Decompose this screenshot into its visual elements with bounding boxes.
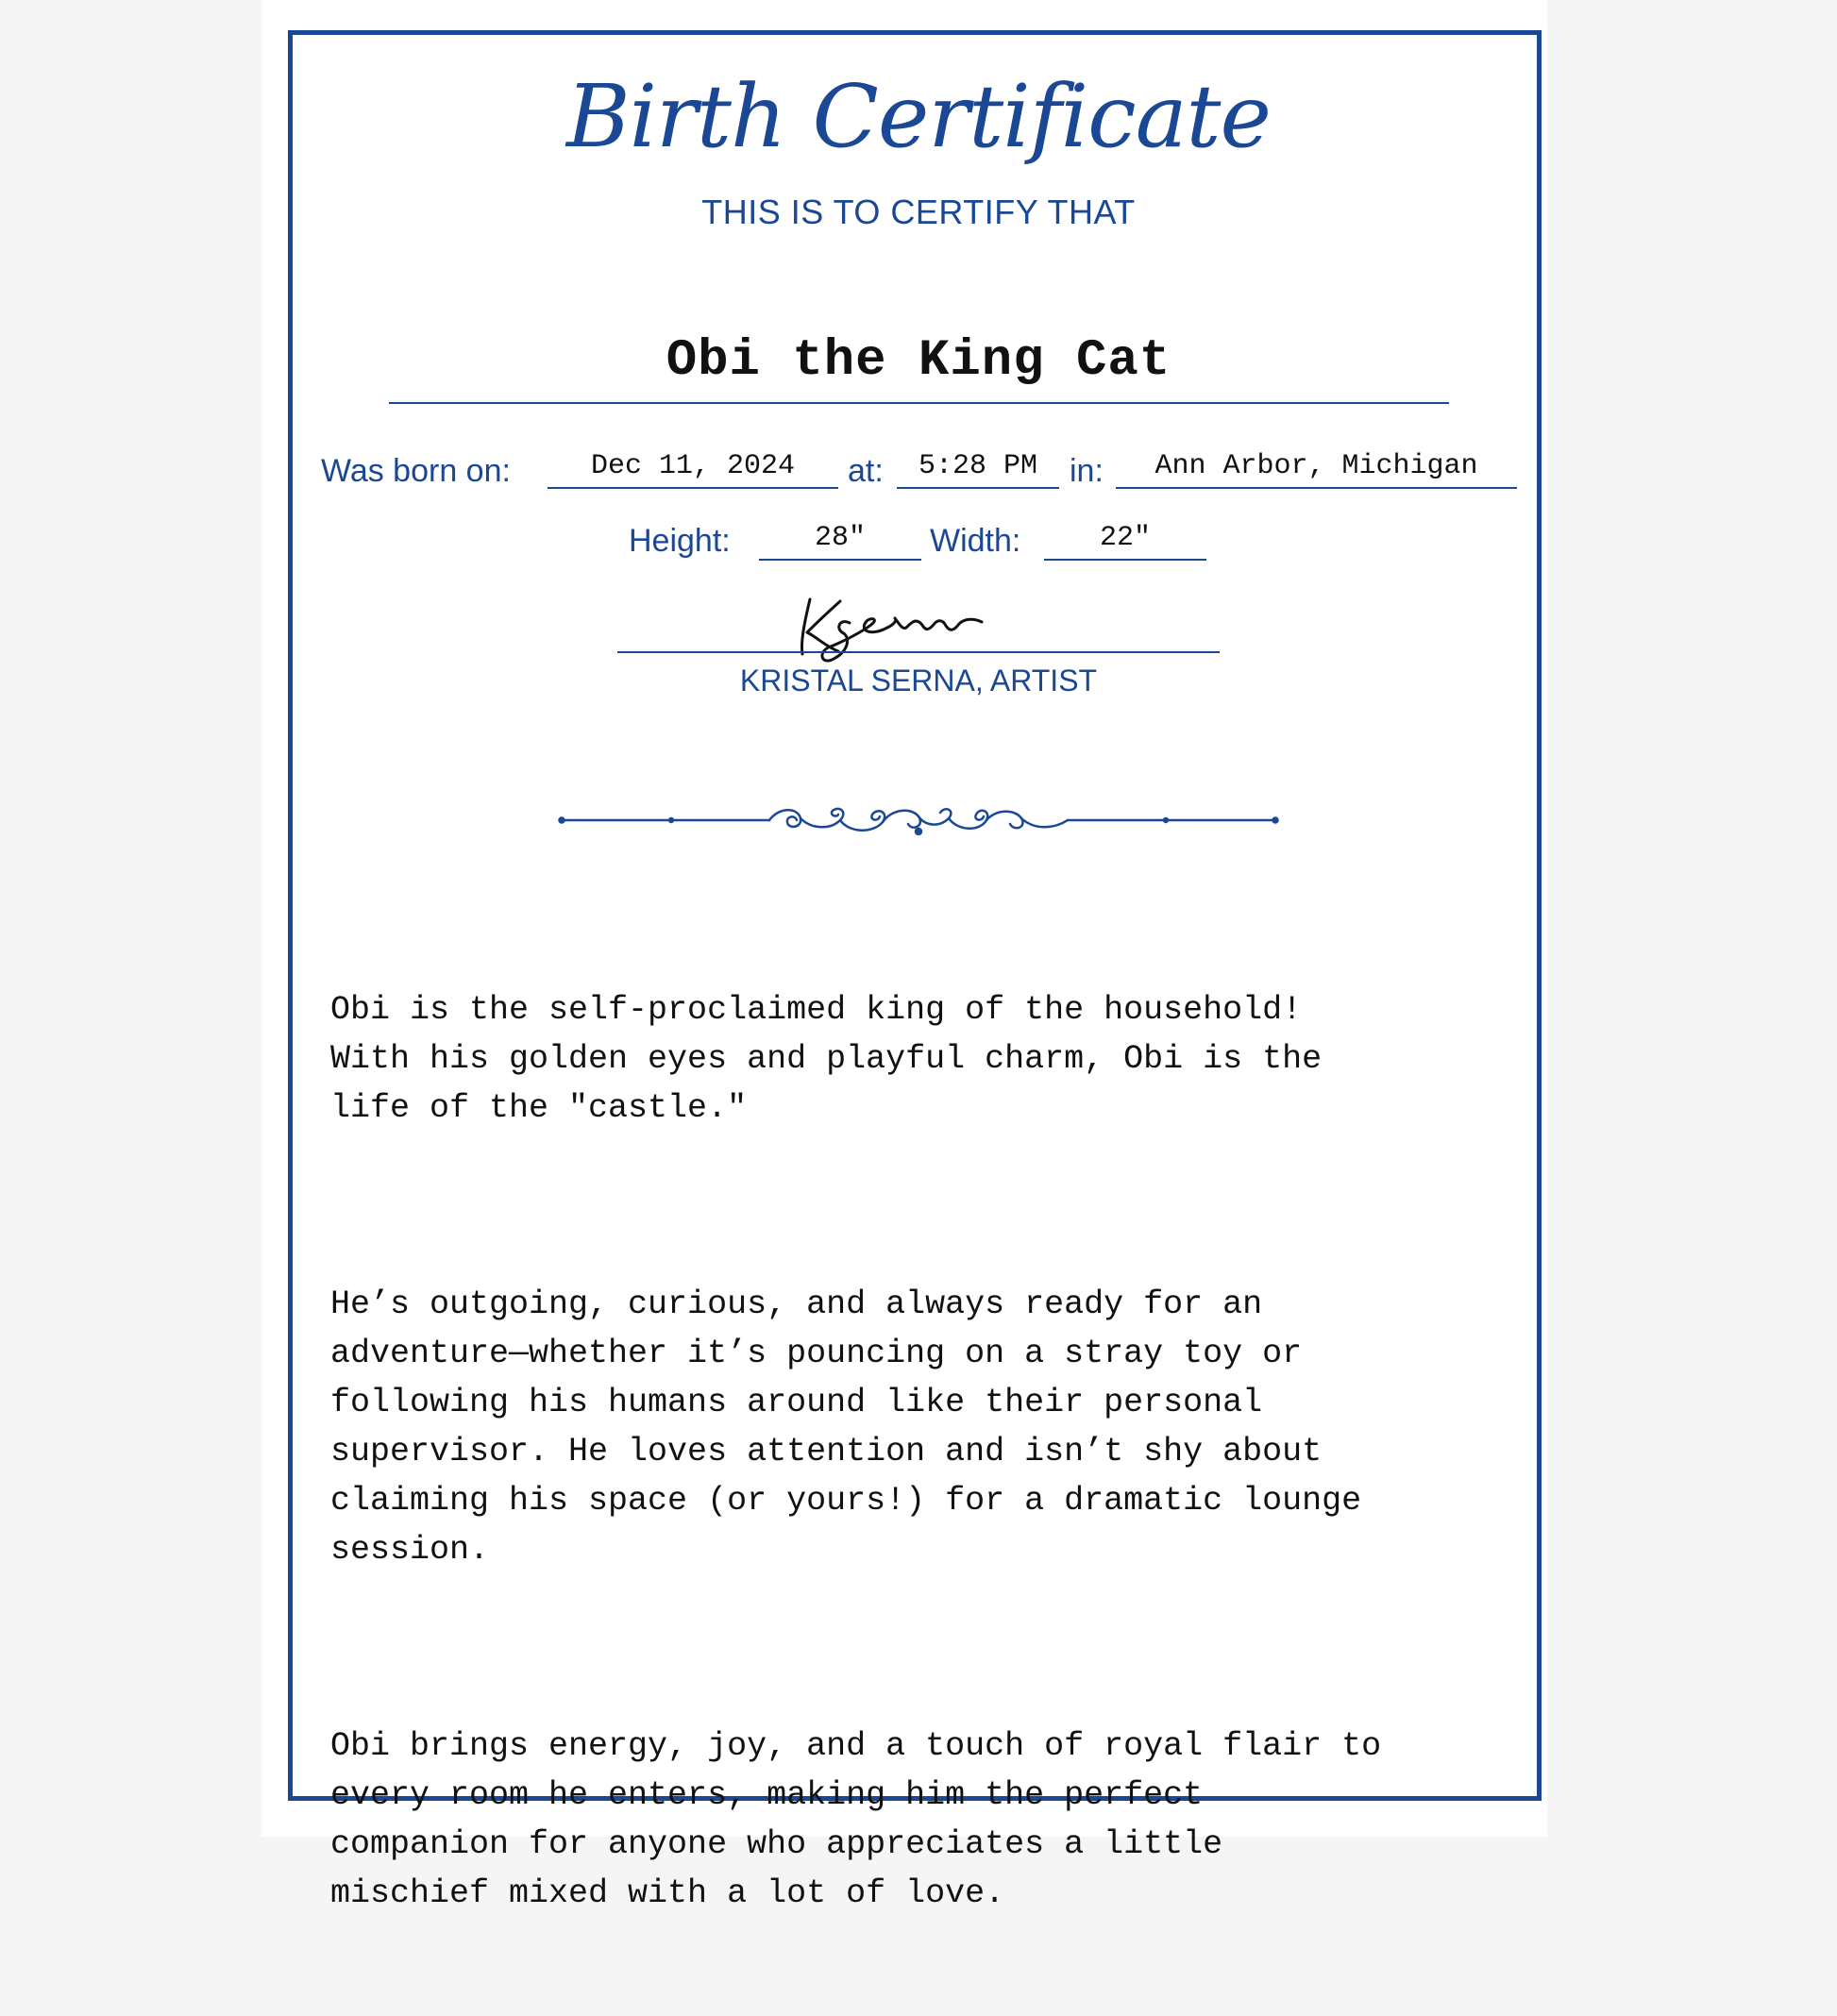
certificate-title: Birth Certificate — [566, 66, 1271, 167]
certificate-subtitle: THIS IS TO CERTIFY THAT — [701, 193, 1136, 231]
artist-signature — [784, 580, 1010, 675]
in-label: in: — [1070, 453, 1104, 489]
height-label: Height: — [629, 523, 731, 559]
born-date-field: Dec 11, 2024 — [548, 449, 838, 489]
width-label: Width: — [930, 523, 1021, 559]
signature-line — [617, 651, 1220, 653]
description-paragraph-2: He’s outgoing, curious, and always ready for an adventure—whether it’s pouncing on a stray toy or following his humans around like their personal supervisor. He loves attention and isn’t shy about claiming his space (or yours!) for a dramatic lounge session. — [330, 1285, 1362, 1569]
height-field: 28" — [759, 521, 921, 561]
name-underline — [389, 402, 1449, 404]
born-time-field: 5:28 PM — [897, 449, 1059, 489]
description-paragraph-3: Obi brings energy, joy, and a touch of royal flair to every room he enters, making him the perfect companion for anyone who appreciates a little mischief mixed with a lot of love. — [330, 1727, 1382, 1912]
width-field: 22" — [1044, 521, 1206, 561]
ornamental-flourish-divider-icon — [557, 798, 1280, 845]
description-text — [330, 887, 1520, 2016]
born-label: Was born on: — [321, 453, 511, 489]
pet-name: Obi the King Cat — [666, 332, 1171, 390]
at-label: at: — [848, 453, 884, 489]
description-paragraph-1: Obi is the self-proclaimed king of the household! With his golden eyes and playful charm, Obi is the life of the "castle." — [330, 991, 1323, 1127]
artist-name: KRISTAL SERNA, ARTIST — [739, 664, 1098, 697]
born-place-field: Ann Arbor, Michigan — [1116, 449, 1517, 489]
